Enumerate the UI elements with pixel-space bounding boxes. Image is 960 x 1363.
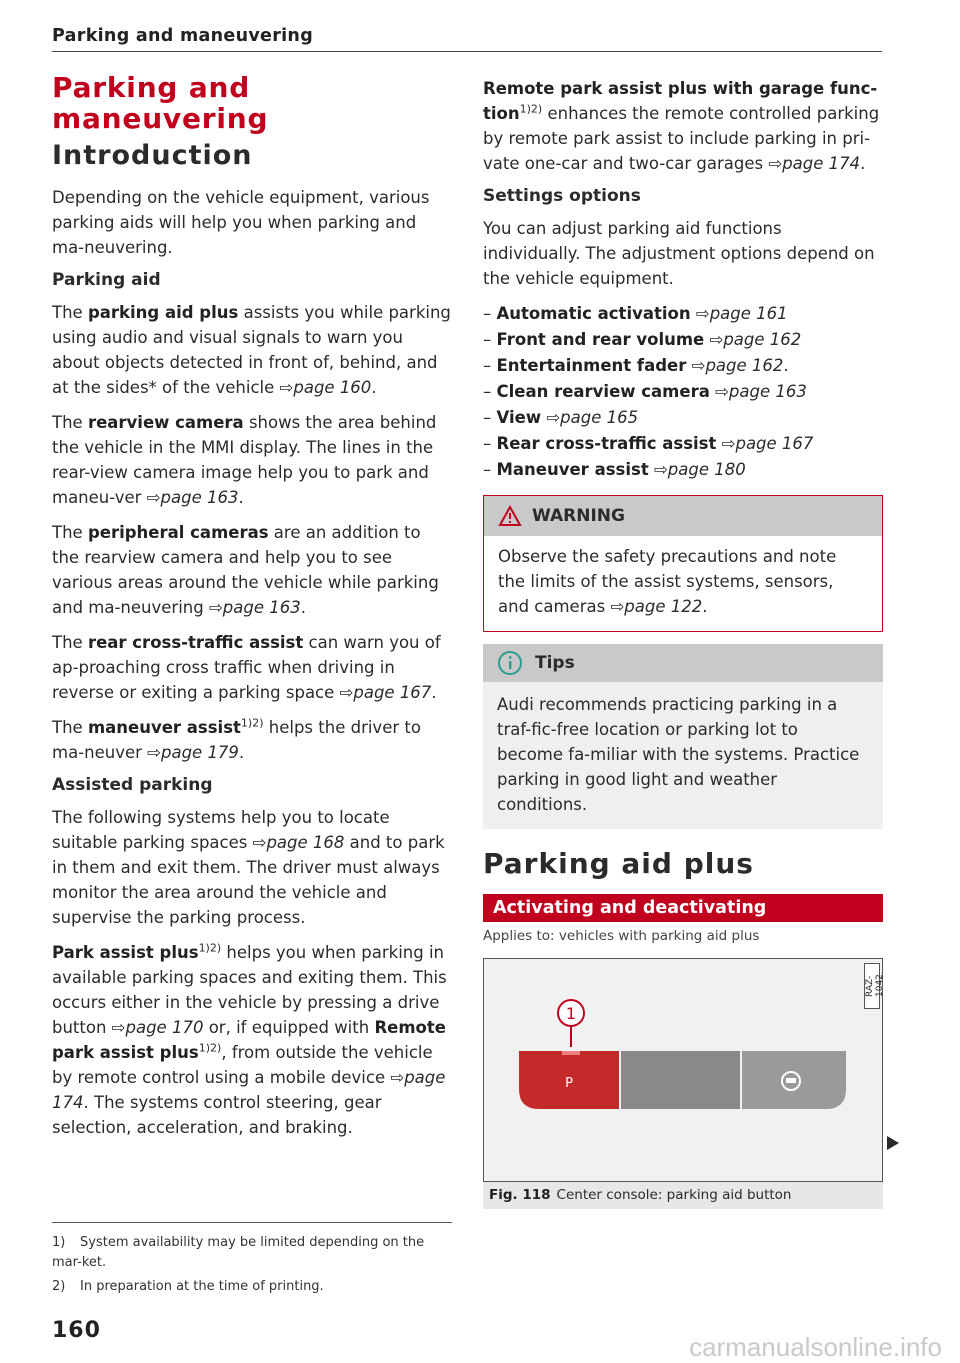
section-title-parking-aid-plus: Parking aid plus: [483, 847, 754, 880]
page-ref-arrow-icon: ⇨: [339, 683, 354, 702]
warning-triangle-icon: [498, 505, 522, 527]
page-ref-link[interactable]: page 161: [709, 304, 788, 323]
right-column: [483, 76, 883, 1209]
page-ref-arrow-icon: ⇨: [653, 460, 668, 479]
paragraph-remote-garage: Remote park assist plus with garage func-tion$^{1)2)}$ enhances the remote controlled parking by remote park assist to include parking in pri-vate one-car and two-car garages ⇨page 174.: [483, 79, 880, 173]
footnote-rule: [52, 1222, 452, 1223]
page-ref-link[interactable]: page 167: [735, 434, 814, 453]
page-ref-arrow-icon: ⇨: [768, 154, 783, 173]
page-ref-link[interactable]: page 167: [353, 683, 432, 702]
list-item: – Clean rearview camera ⇨page 163: [483, 382, 807, 401]
tips-title: Tips: [535, 653, 575, 673]
page-ref-arrow-icon: ⇨: [721, 434, 736, 453]
page-ref-arrow-icon: ⇨: [546, 408, 561, 427]
section-title-introduction: Introduction: [52, 140, 253, 171]
page-ref-arrow-icon: ⇨: [111, 1018, 126, 1037]
paragraph-settings: You can adjust parking aid functions individually. The adjustment options depend on the vehicle equipment.: [483, 219, 875, 288]
page-ref-link[interactable]: page 168: [266, 833, 345, 852]
page-ref-link[interactable]: page 163: [160, 488, 239, 507]
page-ref-link[interactable]: page 174: [782, 154, 861, 173]
page-ref-link[interactable]: page 163: [222, 598, 301, 617]
tips-header: [483, 644, 883, 682]
footnote-1: 1) System availability may be limited depending on the mar-ket.: [52, 1235, 425, 1270]
svg-text:P: P: [565, 1076, 573, 1091]
page-ref-link[interactable]: page 180: [667, 460, 746, 479]
intro-paragraph: Depending on the vehicle equipment, various parking aids will help you when parking and ma-neuvering.: [52, 188, 430, 257]
page-ref-link[interactable]: page 162: [705, 356, 784, 375]
page-ref-link[interactable]: page 163: [728, 382, 807, 401]
warning-title: WARNING: [532, 506, 625, 526]
figure-number: Fig. 118: [489, 1187, 551, 1203]
paragraph-assisted-systems: The following systems help you to locate suitable parking spaces ⇨page 168 and to park in them and exit them. The driver must always monitor the area around the vehicle and supervise the parking process.: [52, 808, 445, 927]
figure-center-console: [483, 958, 883, 1182]
info-icon: [497, 650, 523, 676]
applies-to: Applies to: vehicles with parking aid plus: [483, 928, 760, 944]
running-header: Parking and maneuvering: [52, 26, 314, 46]
warning-header: [484, 496, 882, 536]
list-item: – Front and rear volume ⇨page 162: [483, 330, 802, 349]
figure-caption: Fig. 118 Center console: parking aid button: [483, 1182, 883, 1209]
page-ref-arrow-icon: ⇨: [252, 833, 267, 852]
page-ref-link[interactable]: page 122: [624, 597, 703, 616]
page-ref-arrow-icon: ⇨: [715, 382, 729, 401]
console-illustration: [484, 959, 882, 1181]
subheading-assisted-parking: Assisted parking: [52, 775, 213, 795]
page-ref-link[interactable]: page 165: [560, 408, 639, 427]
page-ref-link[interactable]: page 174: [52, 1068, 446, 1112]
page-ref-arrow-icon: ⇨: [147, 743, 161, 762]
continue-arrow-icon: [887, 1136, 899, 1150]
list-item: – Maneuver assist ⇨page 180: [483, 460, 746, 479]
page-number: 160: [52, 1318, 101, 1343]
paragraph-peripheral-cameras: The peripheral cameras are an addition to the rearview camera and help you to see various areas around the vehicle while parking and ma-neuvering ⇨page 163.: [52, 523, 439, 617]
watermark: carmanualsonline.info: [689, 1332, 942, 1362]
figure-code: RAZ-1042: [864, 963, 880, 1009]
left-column: [52, 72, 452, 1150]
chapter-title: Parking and maneuvering: [52, 71, 269, 135]
footnote-2: 2) In preparation at the time of printing.: [52, 1279, 324, 1294]
warning-box: [483, 495, 883, 632]
page-ref-arrow-icon: ⇨: [709, 330, 724, 349]
paragraph-maneuver-assist: The maneuver assist$^{1)2)}$ helps the driver to ma-neuver ⇨page 179.: [52, 716, 421, 762]
callout-number: 1: [565, 1004, 577, 1023]
page-ref-link[interactable]: page 170: [125, 1018, 204, 1037]
header-rule: [52, 51, 882, 52]
page-ref-link[interactable]: page 162: [723, 330, 802, 349]
page-ref-arrow-icon: ⇨: [279, 378, 294, 397]
page-ref-link[interactable]: page 179: [160, 743, 239, 762]
page-ref-arrow-icon: ⇨: [610, 597, 625, 616]
subheading-parking-aid: Parking aid: [52, 270, 161, 290]
page-ref-arrow-icon: ⇨: [208, 598, 223, 617]
subsection-band: Activating and deactivating: [483, 894, 883, 922]
list-item: – Rear cross-traffic assist ⇨page 167: [483, 434, 814, 453]
page-ref-arrow-icon: ⇨: [691, 356, 706, 375]
paragraph-rear-cross-traffic: The rear cross-traffic assist can warn you of ap-proaching cross traffic when driving in reverse or exiting a parking space ⇨page 167.: [52, 633, 441, 702]
page-ref-arrow-icon: ⇨: [695, 304, 710, 323]
tips-box: [483, 644, 883, 829]
paragraph-park-assist-plus: Park assist plus$^{1)2)}$ helps you when parking in available parking spaces and exiting them. This occurs either in the vehicle by pressing a drive button ⇨page 170 or, if equipped with Remote park assist plus$^{1)2)}$, from outside the vehicle by remote control using a mobile device ⇨page 174. The systems control steering, gear selection, acceleration, and braking.: [52, 941, 447, 1137]
settings-list: [483, 301, 883, 483]
page-ref-arrow-icon: ⇨: [390, 1068, 405, 1087]
page-ref-arrow-icon: ⇨: [146, 488, 161, 507]
tips-body: Audi recommends practicing parking in a traf-fic-free location or parking lot to become fa-miliar with the systems. Practice parking in good light and weather conditions.: [497, 695, 860, 814]
list-item: – Entertainment fader ⇨page 162.: [483, 356, 789, 375]
subheading-settings-options: Settings options: [483, 186, 641, 206]
list-item: – Automatic activation ⇨page 161: [483, 304, 788, 323]
warning-body: Observe the safety precautions and note the limits of the assist systems, sensors, and cameras ⇨page 122.: [498, 547, 837, 616]
page-ref-link[interactable]: page 160: [293, 378, 372, 397]
list-item: – View ⇨page 165: [483, 408, 639, 427]
paragraph-parking-aid-plus: The parking aid plus assists you while parking using audio and visual signals to warn you about objects detected in front of, behind, and at the sides* of the vehicle ⇨page 160.: [52, 303, 451, 397]
paragraph-rearview-camera: The rearview camera shows the area behind the vehicle in the MMI display. The lines in the rear-view camera image help you to park and maneu-ver ⇨page 163.: [52, 413, 437, 507]
